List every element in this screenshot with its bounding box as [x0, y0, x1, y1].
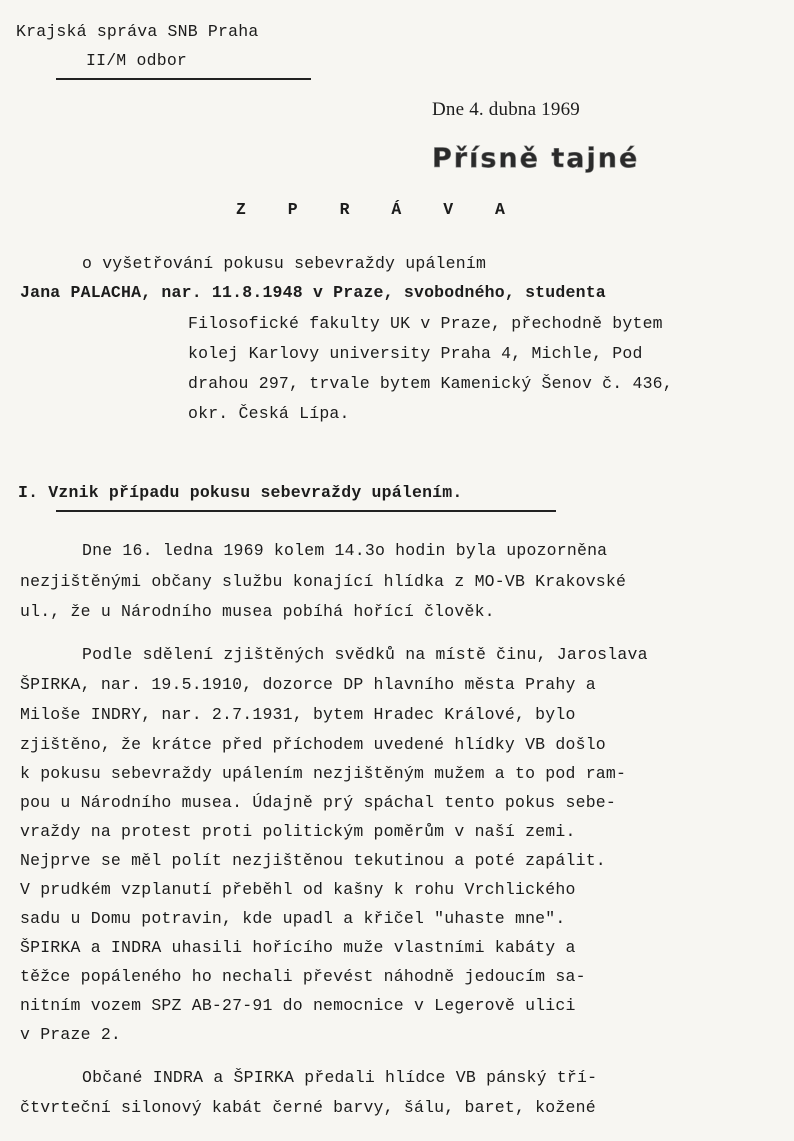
p2-line-6: pou u Národního musea. Údajně prý spáchal tento pokus sebe-: [20, 793, 616, 812]
p2-line-2: ŠPIRKA, nar. 19.5.1910, dozorce DP hlavního města Prahy a: [20, 675, 596, 694]
p2-line-7: vraždy na protest proti politickým poměrům v naší zemi.: [20, 822, 576, 841]
p1-line-1: Dne 16. ledna 1969 kolem 14.3o hodin byla upozorněna: [82, 541, 608, 560]
document-title: Z P R Á V A: [236, 200, 521, 219]
document-date: Dne 4. dubna 1969: [432, 99, 580, 120]
department-name: II/M odbor: [86, 51, 188, 70]
p2-line-10: sadu u Domu potravin, kde upadl a křičel "uhaste mne".: [20, 909, 566, 928]
subject-line-6: okr. Česká Lípa.: [188, 404, 350, 423]
p2-line-13: nitním vozem SPZ AB-27-91 do nemocnice v Legerově ulici: [20, 996, 576, 1015]
p3-line-2: čtvrteční silonový kabát černé barvy, šálu, baret, kožené: [20, 1098, 596, 1117]
p1-line-2: nezjištěnými občany službu konající hlídka z MO-VB Krakovské: [20, 572, 627, 591]
p2-line-1: Podle sdělení zjištěných svědků na místě činu, Jaroslava: [82, 645, 648, 664]
p2-line-9: V prudkém vzplanutí přeběhl od kašny k rohu Vrchlického: [20, 880, 576, 899]
p2-line-11: ŠPIRKA a INDRA uhasili hořícího muže vlastními kabáty a: [20, 938, 576, 957]
p2-line-5: k pokusu sebevraždy upálením nezjištěným mužem a to pod ram-: [20, 764, 627, 783]
subject-line-2: Jana PALACHA, nar. 11.8.1948 v Praze, svobodného, studenta: [20, 283, 606, 302]
p2-line-8: Nejprve se měl polít nezjištěnou tekutinou a poté zapálit.: [20, 851, 606, 870]
p3-line-1: Občané INDRA a ŠPIRKA předali hlídce VB pánský tří-: [82, 1068, 598, 1087]
subject-line-1: o vyšetřování pokusu sebevraždy upálením: [82, 254, 487, 273]
subject-line-3: Filosofické fakulty UK v Praze, přechodně bytem: [188, 314, 663, 333]
p2-line-14: v Praze 2.: [20, 1025, 122, 1044]
p2-line-4: zjištěno, že krátce před příchodem uvedené hlídky VB došlo: [20, 735, 606, 754]
header-underline: [56, 78, 311, 80]
subject-line-4: kolej Karlovy university Praha 4, Michle, Pod: [188, 344, 643, 363]
office-name: Krajská správa SNB Praha: [16, 22, 259, 41]
p1-line-3: ul., že u Národního musea pobíhá hořící člověk.: [20, 602, 495, 621]
section-heading: I. Vznik případu pokusu sebevraždy upálením.: [18, 483, 463, 502]
p2-line-3: Miloše INDRY, nar. 2.7.1931, bytem Hradec Králové, bylo: [20, 705, 576, 724]
p2-line-12: těžce popáleného ho nechali převést náhodně jedoucím sa-: [20, 967, 586, 986]
section-underline: [56, 510, 556, 512]
subject-line-5: drahou 297, trvale bytem Kamenický Šenov č. 436,: [188, 374, 673, 393]
classification-stamp: Přísně tajné: [432, 143, 640, 174]
